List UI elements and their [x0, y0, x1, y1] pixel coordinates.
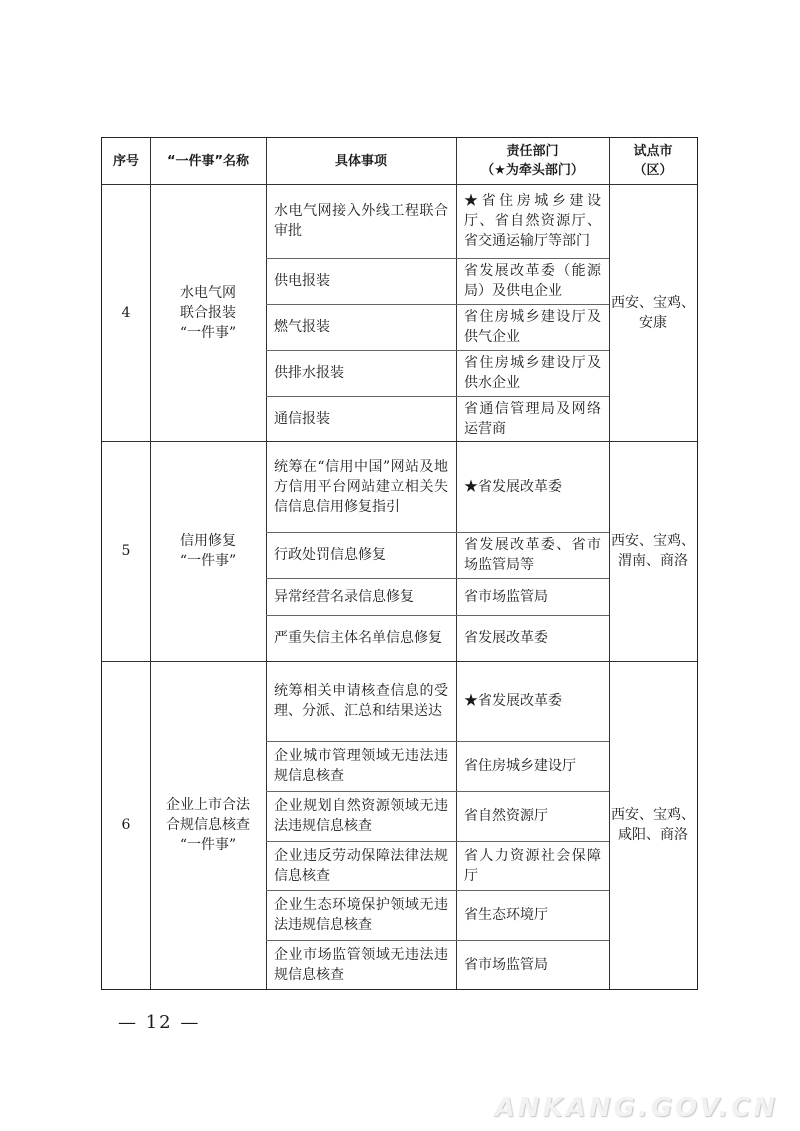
item-cell: 企业违反劳动保障法律法规信息核查 — [274, 847, 448, 884]
data-table — [101, 137, 698, 990]
header-item: 具体事项 — [334, 153, 387, 169]
dept-cell: 省住房城乡建设厅及供气企业 — [464, 309, 601, 345]
group-number: 4 — [121, 304, 131, 321]
header-name: “一件事”名称 — [166, 153, 250, 169]
group-city: 西安、宝鸡、 咸阳、商洛 — [611, 807, 695, 843]
dept-cell: 省发展改革委 — [464, 630, 548, 646]
dept-cell: 省发展改革委、省市场监管局等 — [464, 537, 601, 573]
item-cell: 企业城市管理领域无违法违规信息核查 — [274, 748, 448, 784]
group-name: 水电气网 联合报装 “一件事” — [179, 284, 237, 341]
item-cell: 企业生态环境保护领域无违法违规信息核查 — [274, 897, 448, 933]
dept-cell: ★省发展改革委 — [464, 693, 562, 709]
header-no: 序号 — [112, 153, 139, 169]
item-cell: 通信报装 — [274, 410, 330, 427]
item-cell: 行政处罚信息修复 — [274, 547, 386, 563]
item-cell: 严重失信主体名单信息修复 — [274, 630, 442, 646]
site-watermark: ANKANG.GOV.CN — [494, 1093, 778, 1123]
dept-cell: 省发展改革委（能源局）及供电企业 — [464, 263, 601, 299]
group-city: 西安、宝鸡、 渭南、商洛 — [611, 533, 695, 569]
item-cell: 企业规划自然资源领域无违法违规信息核查 — [274, 798, 448, 834]
dept-cell: 省通信管理局及网络运营商 — [464, 400, 601, 437]
header-city: 试点市 （区） — [633, 144, 673, 178]
dept-cell: 省人力资源社会保障厅 — [464, 847, 601, 884]
group-name: 信用修复 “一件事” — [179, 533, 237, 569]
dept-cell: ★省发展改革委 — [464, 478, 562, 495]
group-city: 西安、宝鸡、 安康 — [611, 294, 695, 331]
group-number: 6 — [121, 817, 131, 833]
dept-cell: ★省住房城乡建设厅、省自然资源厅、省交通运输厅等部门 — [464, 193, 601, 249]
group-name: 企业上市合法 合规信息核查 “一件事” — [166, 797, 250, 853]
group-number: 5 — [121, 543, 131, 559]
item-cell: 水电气网接入外线工程联合审批 — [274, 203, 448, 239]
item-cell: 统筹在“信用中国”网站及地方信用平台网站建立相关失信信息信用修复指引 — [274, 458, 448, 515]
page-number: — 12 — — [118, 1012, 201, 1033]
dept-cell: 省住房城乡建设厅 — [464, 758, 576, 774]
dept-cell: 省自然资源厅 — [464, 808, 548, 824]
header-dept: 责任部门 （★为牵头部门） — [481, 144, 584, 178]
item-cell: 燃气报装 — [274, 319, 330, 335]
item-cell: 企业市场监管领域无违法违规信息核查 — [274, 946, 448, 983]
dept-cell: 省市场监管局 — [464, 588, 548, 605]
dept-cell: 省住房城乡建设厅及供水企业 — [464, 355, 601, 391]
item-cell: 统筹相关申请核查信息的受理、分派、汇总和结果送达 — [274, 683, 448, 719]
dept-cell: 省生态环境厅 — [464, 907, 548, 923]
dept-cell: 省市场监管局 — [464, 956, 548, 973]
item-cell: 供电报装 — [274, 273, 330, 289]
item-cell: 异常经营名录信息修复 — [274, 588, 414, 605]
item-cell: 供排水报装 — [274, 365, 344, 381]
